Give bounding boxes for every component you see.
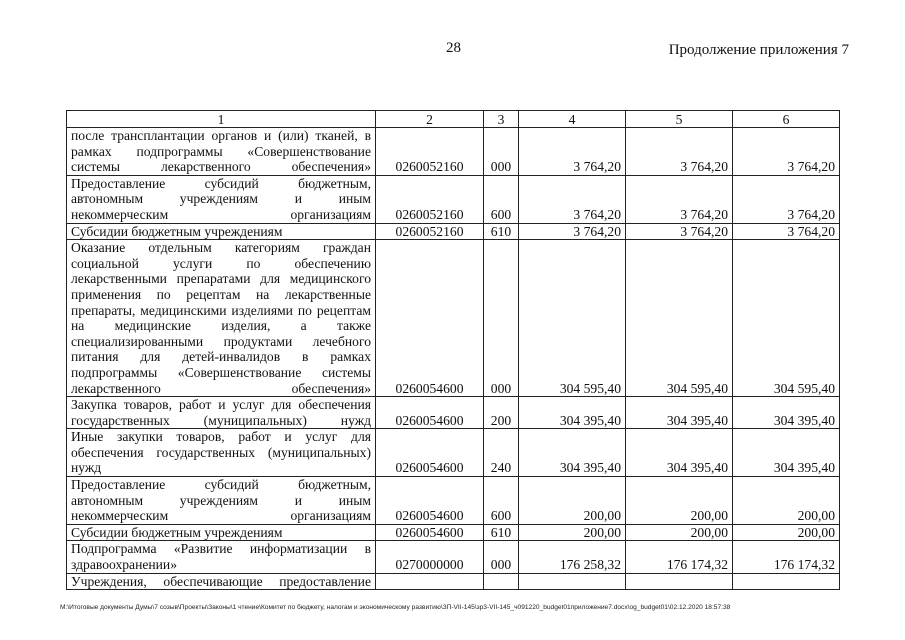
- amount-col-6: 176 174,32: [733, 541, 840, 573]
- amount-col-6: 304 395,40: [733, 397, 840, 429]
- amount-col-4: 3 764,20: [519, 223, 626, 240]
- row-description: Учреждения, обеспечивающие предоставление: [67, 573, 376, 590]
- row-description: Субсидии бюджетным учреждениям: [67, 223, 376, 240]
- row-description: Субсидии бюджетным учреждениям: [67, 524, 376, 541]
- row-description: Закупка товаров, работ и услуг для обеспечения государственных (муниципальных) нужд: [67, 397, 376, 429]
- amount-col-6: [733, 573, 840, 590]
- amount-col-4: 304 595,40: [519, 240, 626, 397]
- table-row: [67, 175, 840, 223]
- table-row: [67, 223, 840, 240]
- amount-col-6: 3 764,20: [733, 175, 840, 223]
- table-row: [67, 524, 840, 541]
- expense-type-code: 000: [484, 240, 519, 397]
- amount-col-4: 176 258,32: [519, 541, 626, 573]
- expense-type-code: 000: [484, 541, 519, 573]
- table-row: [67, 541, 840, 573]
- expense-type-code: 000: [484, 128, 519, 176]
- amount-col-5: 3 764,20: [626, 128, 733, 176]
- target-article-code: 0260054600: [376, 240, 484, 397]
- document-file-path: M:\Итоговые документы Думы\7 созыв\Проекты\Законы\1 чтение\Комитет по бюджету, налогам и экономическому развитию\ЗП-VII-145\зр3-VII-145_ч091220_budget01приложение7.docx\og_budget01\02.12.2020 18:57:38: [60, 604, 731, 611]
- amount-col-6: 200,00: [733, 477, 840, 525]
- target-article-code: 0260054600: [376, 429, 484, 477]
- amount-col-6: 304 595,40: [733, 240, 840, 397]
- amount-col-5: 304 395,40: [626, 397, 733, 429]
- amount-col-5: 176 174,32: [626, 541, 733, 573]
- column-header: 3: [484, 111, 519, 128]
- table-row: [67, 240, 840, 397]
- expense-type-code: 240: [484, 429, 519, 477]
- column-header: 4: [519, 111, 626, 128]
- budget-table: [66, 110, 840, 590]
- amount-col-4: 200,00: [519, 524, 626, 541]
- amount-col-4: 304 395,40: [519, 397, 626, 429]
- appendix-continuation-caption: Продолжение приложения 7: [668, 42, 849, 58]
- amount-col-4: 304 395,40: [519, 429, 626, 477]
- amount-col-5: 200,00: [626, 477, 733, 525]
- table-row: [67, 573, 840, 590]
- expense-type-code: 610: [484, 524, 519, 541]
- amount-col-4: 200,00: [519, 477, 626, 525]
- row-description: после трансплантации органов и (или) тканей, в рамках подпрограммы «Совершенствование системы лекарственного обеспечения»: [67, 128, 376, 176]
- amount-col-6: 3 764,20: [733, 128, 840, 176]
- table-row: [67, 477, 840, 525]
- amount-col-5: 3 764,20: [626, 223, 733, 240]
- amount-col-5: 304 395,40: [626, 429, 733, 477]
- row-description: Предоставление субсидий бюджетным, автономным учреждениям и иным некоммерческим организациям: [67, 477, 376, 525]
- expense-type-code: 200: [484, 397, 519, 429]
- table-row: [67, 397, 840, 429]
- expense-type-code: [484, 573, 519, 590]
- target-article-code: 0260052160: [376, 128, 484, 176]
- amount-col-5: [626, 573, 733, 590]
- row-description: Иные закупки товаров, работ и услуг для обеспечения государственных (муниципальных) нужд: [67, 429, 376, 477]
- target-article-code: 0260054600: [376, 524, 484, 541]
- row-description: Оказание отдельным категориям граждан социальной услуги по обеспечению лекарственными препаратами для медицинского применения по рецептам на лекарственные препараты, медицинскими изделиями по рецептам на медицинские изделия, а также специализированными продуктами лечебного питания для детей-инвалидов в рамках подпрограммы «Совершенствование системы лекарственного обеспечения»: [67, 240, 376, 397]
- table-header-row: [67, 111, 840, 128]
- target-article-code: [376, 573, 484, 590]
- expense-type-code: 610: [484, 223, 519, 240]
- amount-col-5: 200,00: [626, 524, 733, 541]
- amount-col-6: 200,00: [733, 524, 840, 541]
- column-header: 5: [626, 111, 733, 128]
- amount-col-5: 3 764,20: [626, 175, 733, 223]
- row-description: Предоставление субсидий бюджетным, автономным учреждениям и иным некоммерческим организациям: [67, 175, 376, 223]
- column-header: 1: [67, 111, 376, 128]
- column-header: 6: [733, 111, 840, 128]
- amount-col-4: 3 764,20: [519, 175, 626, 223]
- target-article-code: 0260054600: [376, 397, 484, 429]
- target-article-code: 0270000000: [376, 541, 484, 573]
- expense-type-code: 600: [484, 477, 519, 525]
- page-number: 28: [446, 40, 461, 56]
- expense-type-code: 600: [484, 175, 519, 223]
- table-row: [67, 128, 840, 176]
- amount-col-4: [519, 573, 626, 590]
- amount-col-5: 304 595,40: [626, 240, 733, 397]
- row-description: Подпрограмма «Развитие информатизации в здравоохранении»: [67, 541, 376, 573]
- target-article-code: 0260054600: [376, 477, 484, 525]
- amount-col-6: 304 395,40: [733, 429, 840, 477]
- column-header: 2: [376, 111, 484, 128]
- amount-col-4: 3 764,20: [519, 128, 626, 176]
- target-article-code: 0260052160: [376, 223, 484, 240]
- amount-col-6: 3 764,20: [733, 223, 840, 240]
- target-article-code: 0260052160: [376, 175, 484, 223]
- table-row: [67, 429, 840, 477]
